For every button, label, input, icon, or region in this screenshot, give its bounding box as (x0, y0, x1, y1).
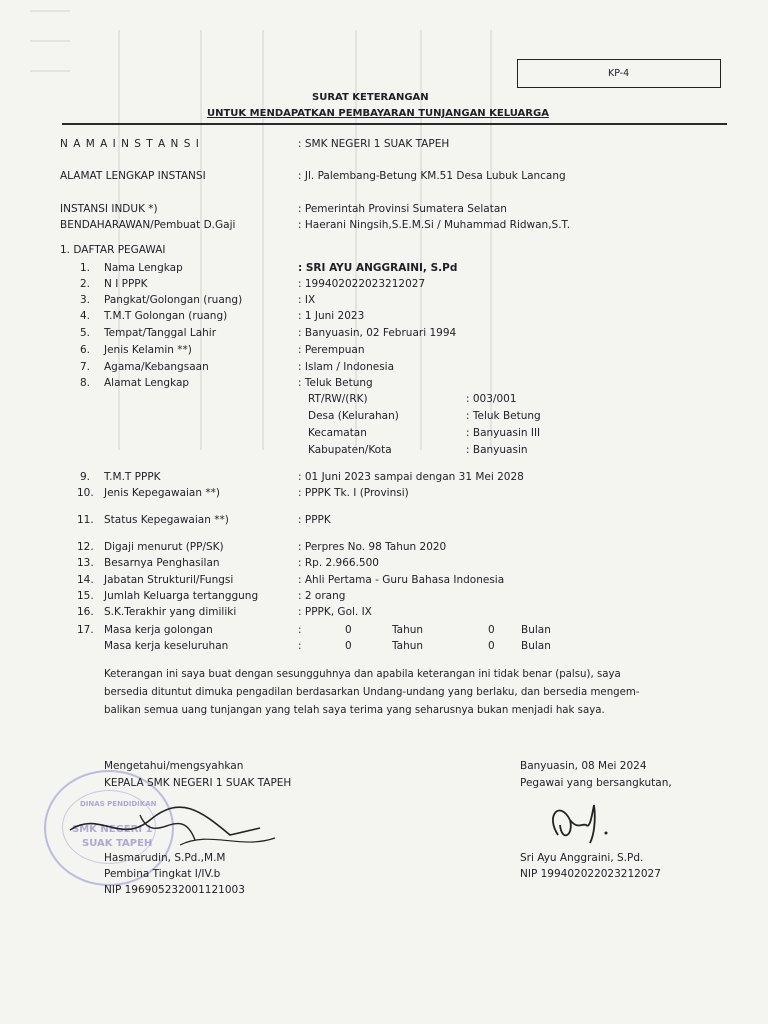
item-no: 17. (77, 624, 94, 636)
item-label: Agama/Kebangsaan (104, 361, 209, 373)
document-subtitle: UNTUK MENDAPATKAN PEMBAYARAN TUNJANGAN KELUARGA (207, 108, 549, 119)
tahun-label: Tahun (392, 624, 424, 636)
section-title: 1. DAFTAR PEGAWAI (60, 244, 166, 256)
document-code: KP-4 (608, 68, 630, 79)
approval-label: Mengetahui/mengsyahkan (104, 760, 244, 772)
colon: : (298, 624, 302, 636)
principal-signature (60, 790, 290, 860)
principal-rank: Pembina Tingkat I/IV.b (104, 868, 221, 880)
address-label: Kecamatan (308, 427, 367, 439)
item-label: Alamat Lengkap (104, 377, 190, 389)
item-value: : 1 Juni 2023 (298, 310, 365, 322)
bulan-label: Bulan (521, 624, 551, 636)
item-no: 16. (77, 606, 94, 618)
item-value: : PPPK, Gol. IX (298, 606, 372, 618)
item-label: N I PPPK (104, 278, 148, 290)
item-no: 2. (80, 278, 91, 290)
item-no: 15. (77, 590, 94, 602)
item-label: T.M.T PPPK (104, 471, 161, 483)
item-no: 6. (80, 344, 91, 356)
bulan-label: Bulan (521, 640, 551, 652)
item-label: Digaji menurut (PP/SK) (104, 541, 224, 553)
address-label: Kabupaten/Kota (308, 444, 392, 456)
item-value: : Perpres No. 98 Tahun 2020 (298, 541, 447, 553)
field-value-alamat: : Jl. Palembang-Betung KM.51 Desa Lubuk Lancang (298, 170, 566, 182)
item-label: S.K.Terakhir yang dimiliki (104, 606, 237, 618)
address-label: RT/RW/(RK) (308, 393, 368, 405)
item-no: 1. (80, 262, 91, 274)
address-value: : 003/001 (466, 393, 517, 405)
item-label: Pangkat/Golongan (ruang) (104, 294, 243, 306)
place-date: Banyuasin, 08 Mei 2024 (520, 760, 647, 772)
item-label: Jumlah Keluarga tertanggung (104, 590, 259, 602)
item-value: : Perempuan (298, 344, 365, 356)
stamp-text: DINAS PENDIDIKAN (80, 800, 157, 808)
bulan-value: 0 (488, 624, 495, 636)
item-no: 7. (80, 361, 91, 373)
item-label: Status Kepegawaian **) (104, 514, 229, 526)
item-no: 5. (80, 327, 91, 339)
document-title: SURAT KETERANGAN (312, 92, 429, 103)
address-value: : Banyuasin III (466, 427, 541, 439)
address-label: Desa (Kelurahan) (308, 410, 399, 422)
item-value: : Ahli Pertama - Guru Bahasa Indonesia (298, 574, 505, 586)
statement-paragraph (104, 666, 664, 720)
item-no: 4. (80, 310, 91, 322)
tahun-value: 0 (345, 640, 352, 652)
field-label-instansi: N A M A I N S T A N S I (60, 138, 200, 150)
item-label: T.M.T Golongan (ruang) (104, 310, 228, 322)
item-no: 13. (77, 557, 94, 569)
statement-line: bersedia dituntut dimuka pengadilan berdasarkan Undang-undang yang berlaku, dan bersedia mengem- (104, 687, 640, 698)
employee-role: Pegawai yang bersangkutan, (520, 777, 672, 789)
item-value: : 199402022023212027 (298, 278, 426, 290)
stamp-text: SUAK TAPEH (82, 838, 153, 849)
employee-signature (540, 795, 620, 855)
field-value-induk: : Pemerintah Provinsi Sumatera Selatan (298, 203, 507, 215)
item-no: 3. (80, 294, 91, 306)
statement-line: Keterangan ini saya buat dengan sesungguhnya dan apabila keterangan ini tidak benar (palsu), saya (104, 669, 621, 680)
item-label: Nama Lengkap (104, 262, 183, 274)
item-label: Tempat/Tanggal Lahir (104, 327, 217, 339)
item-no: 9. (80, 471, 91, 483)
item-value: : 2 orang (298, 590, 346, 602)
address-value: : Banyuasin (466, 444, 528, 456)
item-value: : Islam / Indonesia (298, 361, 395, 373)
item-label: Masa kerja keseluruhan (104, 640, 229, 652)
statement-line: balikan semua uang tunjangan yang telah saya terima yang seharusnya bukan menjadi hak saya. (104, 705, 605, 716)
item-no: 11. (77, 514, 94, 526)
employee-name: Sri Ayu Anggraini, S.Pd. (520, 852, 644, 864)
item-no: 10. (77, 487, 94, 499)
field-label-bendahara: BENDAHARAWAN/Pembuat D.Gaji (60, 219, 236, 231)
item-no: 8. (80, 377, 91, 389)
principal-nip: NIP 196905232001121003 (104, 884, 245, 896)
item-value: : Teluk Betung (298, 377, 373, 389)
field-label-alamat: ALAMAT LENGKAP INSTANSI (60, 170, 206, 182)
title-rule (62, 123, 727, 125)
field-label-induk: INSTANSI INDUK *) (60, 203, 158, 215)
tahun-label: Tahun (392, 640, 424, 652)
bulan-value: 0 (488, 640, 495, 652)
item-label: Jenis Kelamin **) (104, 344, 192, 356)
address-value: : Teluk Betung (466, 410, 541, 422)
item-value: : Rp. 2.966.500 (298, 557, 379, 569)
item-value: : Banyuasin, 02 Februari 1994 (298, 327, 457, 339)
stamp-text: SMK NEGERI 1 (72, 824, 153, 835)
field-value-instansi: : SMK NEGERI 1 SUAK TAPEH (298, 138, 450, 150)
item-no: 14. (77, 574, 94, 586)
colon: : (298, 640, 302, 652)
employee-nip: NIP 199402022023212027 (520, 868, 661, 880)
item-label: Besarnya Penghasilan (104, 557, 220, 569)
item-value: : IX (298, 294, 316, 306)
item-label: Jabatan Strukturil/Fungsi (104, 574, 234, 586)
tahun-value: 0 (345, 624, 352, 636)
item-label: Jenis Kepegawaian **) (104, 487, 220, 499)
approval-title: KEPALA SMK NEGERI 1 SUAK TAPEH (104, 777, 292, 789)
field-value-bendahara: : Haerani Ningsih,S.E.M.Si / Muhammad Ridwan,S.T. (298, 219, 571, 231)
item-value: : PPPK (298, 514, 331, 526)
item-value: : 01 Juni 2023 sampai dengan 31 Mei 2028 (298, 471, 524, 483)
principal-name: Hasmarudin, S.Pd.,M.M (104, 852, 226, 864)
item-label: Masa kerja golongan (104, 624, 213, 636)
item-value-nama: : SRI AYU ANGGRAINI, S.Pd (298, 262, 458, 274)
item-value: : PPPK Tk. I (Provinsi) (298, 487, 409, 499)
item-no: 12. (77, 541, 94, 553)
